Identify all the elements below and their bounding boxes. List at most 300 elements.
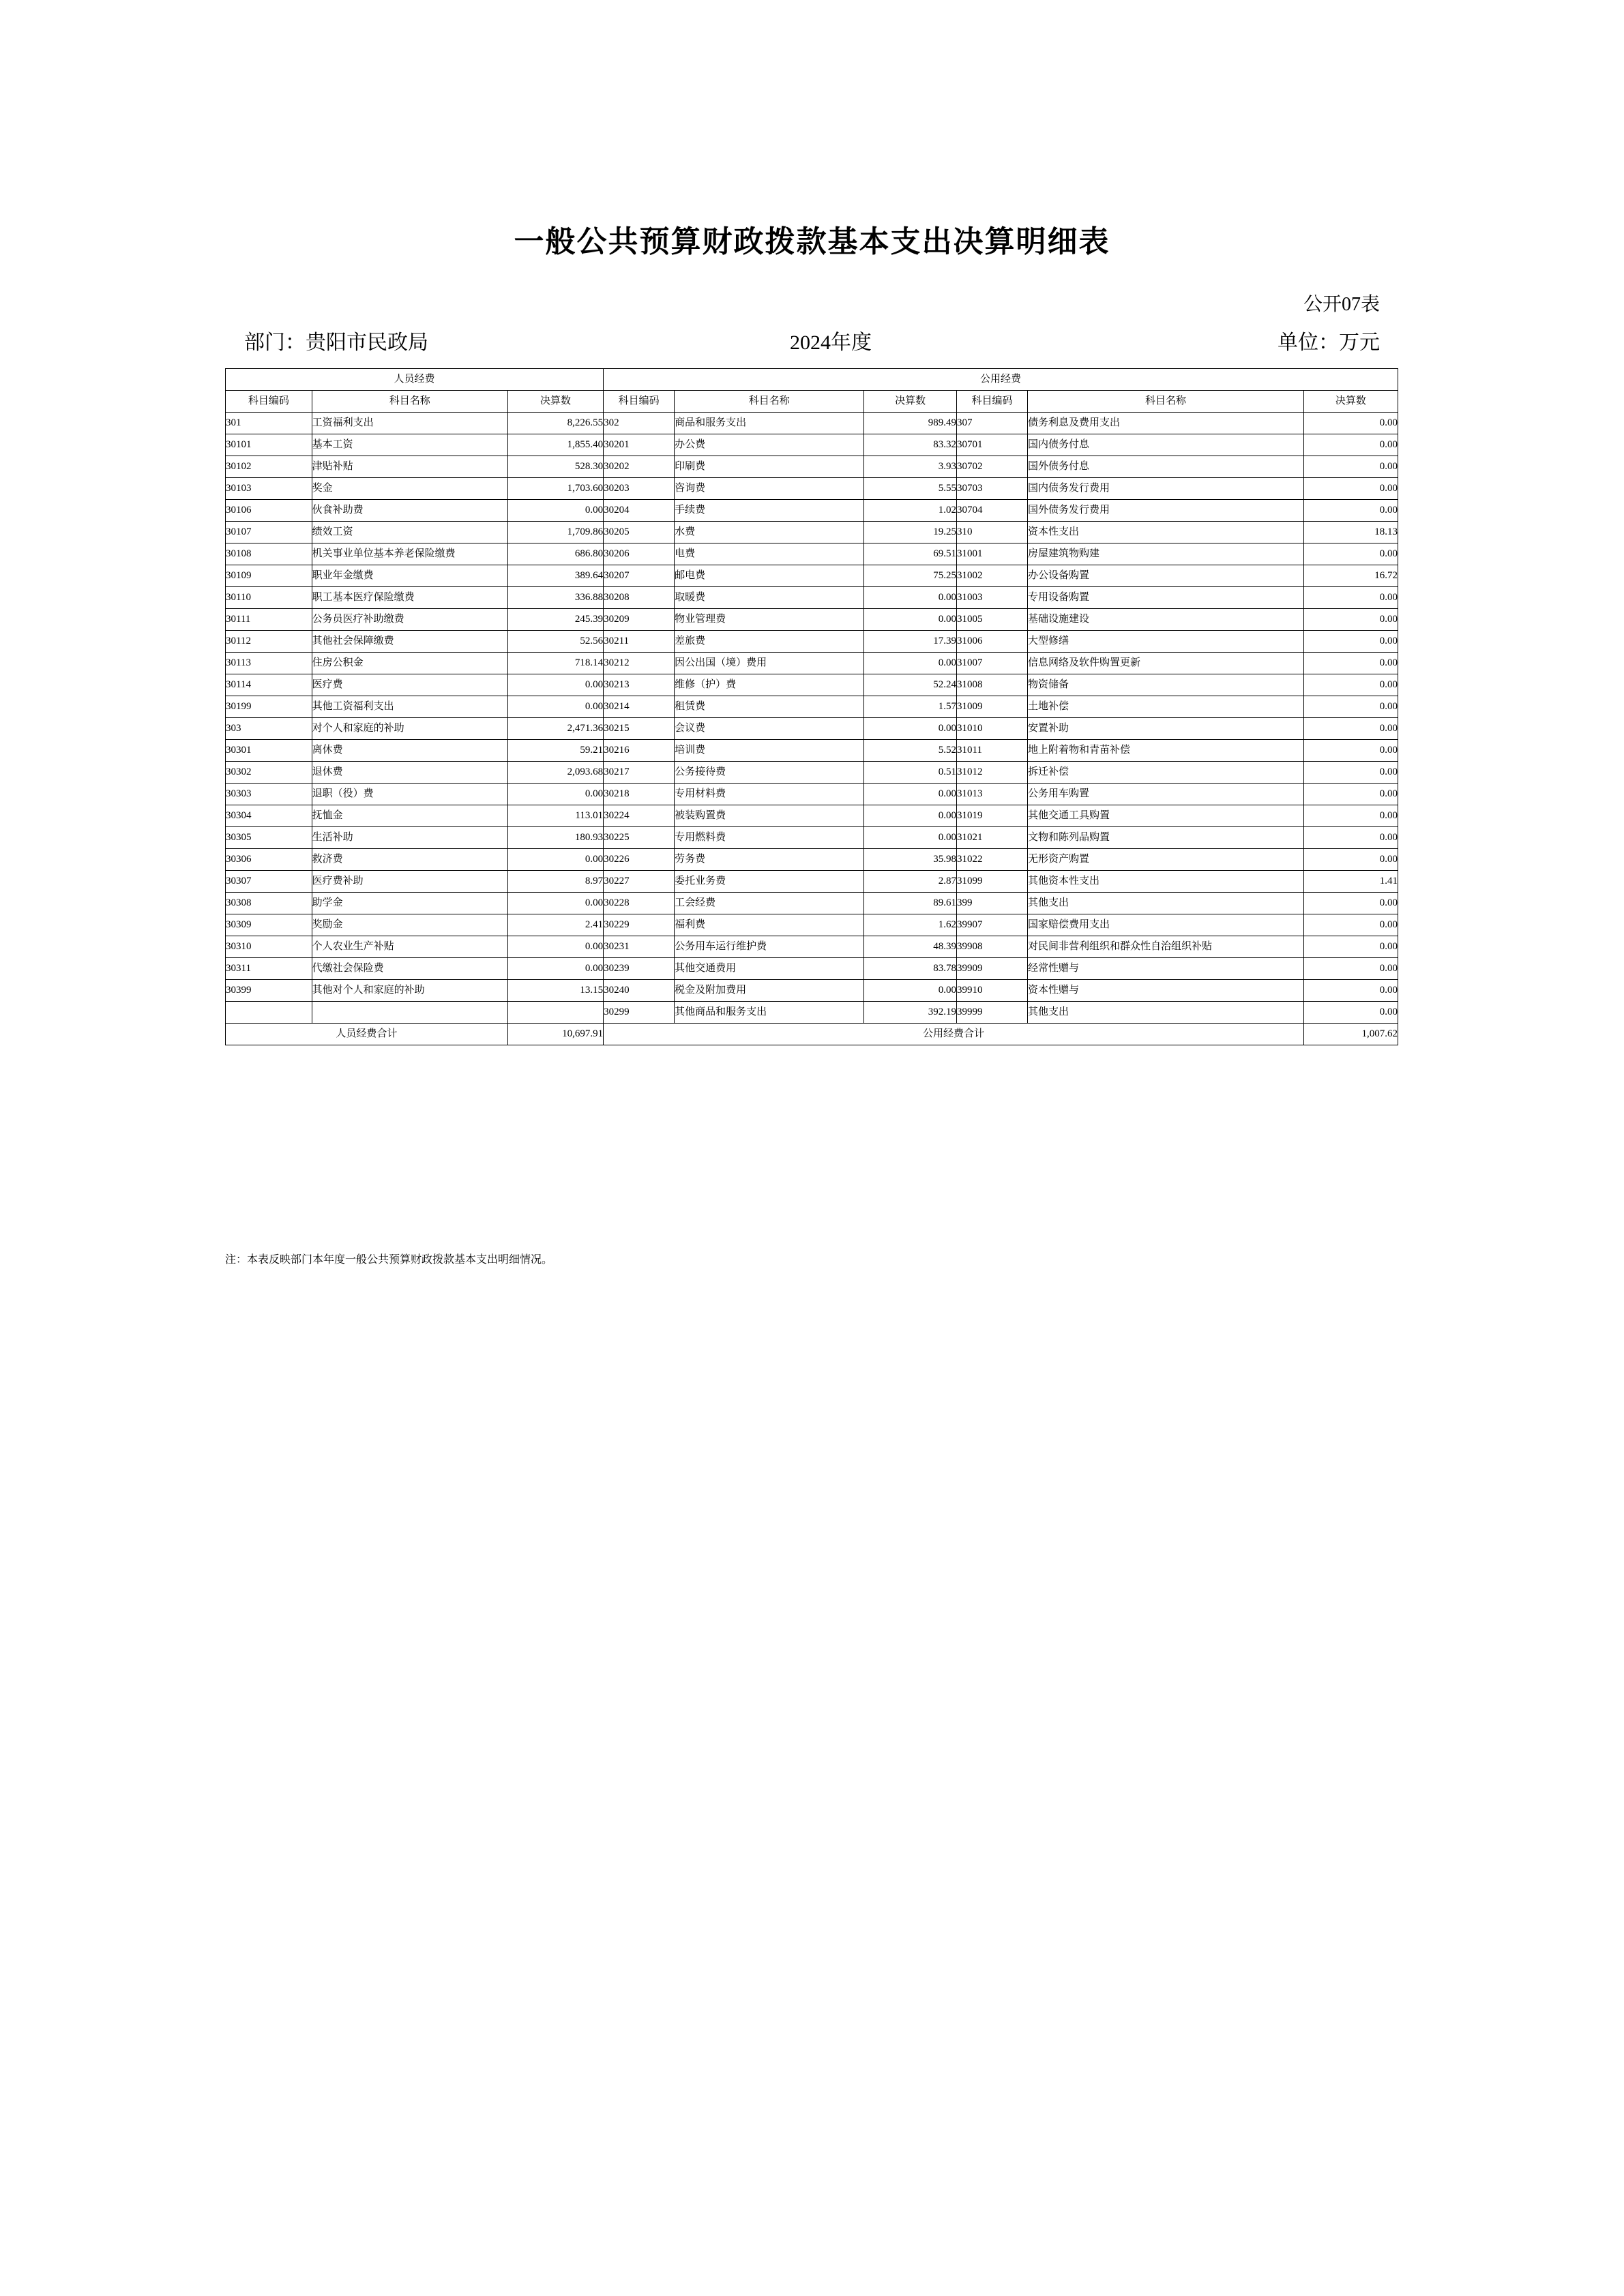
- cell-c-val: 0.00: [1303, 609, 1398, 631]
- cell-a-name: 对个人和家庭的补助: [312, 718, 507, 740]
- cell-c-val: 0.00: [1303, 413, 1398, 434]
- table-row: [226, 980, 1398, 1002]
- cell-b-code: 30214: [604, 696, 675, 718]
- cell-c-code: 39909: [957, 958, 1028, 980]
- cell-a-name: 其他对个人和家庭的补助: [312, 980, 507, 1002]
- cell-c-name: 物资储备: [1028, 674, 1304, 696]
- cell-c-name: 基础设施建设: [1028, 609, 1304, 631]
- cell-c-code: 31007: [957, 653, 1028, 674]
- cell-c-name: 办公设备购置: [1028, 565, 1304, 587]
- cell-a-val: 113.01: [507, 805, 603, 827]
- cell-a-name: 生活补助: [312, 827, 507, 849]
- cell-c-val: 0.00: [1303, 718, 1398, 740]
- cell-c-code: 31013: [957, 784, 1028, 805]
- cell-c-code: 31003: [957, 587, 1028, 609]
- cell-a-code: 30108: [226, 543, 312, 565]
- table-row: [226, 456, 1398, 478]
- cell-a-code: 30305: [226, 827, 312, 849]
- cell-a-val: 718.14: [507, 653, 603, 674]
- cell-a-name: [312, 1002, 507, 1024]
- cell-a-name: 伙食补助费: [312, 500, 507, 522]
- cell-b-val: 89.61: [864, 893, 957, 914]
- cell-c-val: 0.00: [1303, 500, 1398, 522]
- col-header-code-3: 科目编码: [957, 391, 1028, 413]
- cell-c-code: 31008: [957, 674, 1028, 696]
- cell-b-name: 被装购置费: [675, 805, 864, 827]
- cell-a-val: 0.00: [507, 696, 603, 718]
- cell-c-code: 30702: [957, 456, 1028, 478]
- cell-a-val: 0.00: [507, 958, 603, 980]
- cell-b-val: 19.25: [864, 522, 957, 543]
- cell-b-code: 30240: [604, 980, 675, 1002]
- cell-a-code: 30112: [226, 631, 312, 653]
- cell-b-code: 30207: [604, 565, 675, 587]
- cell-c-code: 30704: [957, 500, 1028, 522]
- cell-b-val: 1.62: [864, 914, 957, 936]
- cell-c-val: 0.00: [1303, 784, 1398, 805]
- cell-b-val: 0.00: [864, 587, 957, 609]
- cell-c-name: 资本性赠与: [1028, 980, 1304, 1002]
- cell-c-name: 国内债务发行费用: [1028, 478, 1304, 500]
- cell-c-val: 0.00: [1303, 696, 1398, 718]
- table-row: [226, 871, 1398, 893]
- cell-b-code: 30201: [604, 434, 675, 456]
- table-row: [226, 500, 1398, 522]
- cell-c-code: 399: [957, 893, 1028, 914]
- cell-b-code: 30227: [604, 871, 675, 893]
- cell-a-code: 30309: [226, 914, 312, 936]
- cell-c-code: 31012: [957, 762, 1028, 784]
- cell-c-val: 0.00: [1303, 849, 1398, 871]
- table-row: [226, 893, 1398, 914]
- cell-a-val: 336.88: [507, 587, 603, 609]
- cell-b-name: 租赁费: [675, 696, 864, 718]
- cell-a-name: 医疗费: [312, 674, 507, 696]
- cell-b-val: 5.55: [864, 478, 957, 500]
- cell-b-val: 0.00: [864, 980, 957, 1002]
- cell-c-code: 39907: [957, 914, 1028, 936]
- cell-b-code: 30229: [604, 914, 675, 936]
- cell-c-code: 31006: [957, 631, 1028, 653]
- cell-b-code: 30224: [604, 805, 675, 827]
- cell-a-code: 30310: [226, 936, 312, 958]
- cell-a-name: 抚恤金: [312, 805, 507, 827]
- cell-c-name: 其他支出: [1028, 893, 1304, 914]
- cell-b-name: 税金及附加费用: [675, 980, 864, 1002]
- cell-c-name: 经常性赠与: [1028, 958, 1304, 980]
- cell-b-val: 989.49: [864, 413, 957, 434]
- cell-b-code: 30228: [604, 893, 675, 914]
- table-row: [226, 740, 1398, 762]
- cell-b-val: 75.25: [864, 565, 957, 587]
- cell-b-code: 30209: [604, 609, 675, 631]
- cell-b-val: 3.93: [864, 456, 957, 478]
- cell-c-val: 0.00: [1303, 980, 1398, 1002]
- cell-a-val: 0.00: [507, 893, 603, 914]
- cell-b-val: 1.57: [864, 696, 957, 718]
- cell-b-name: 印刷费: [675, 456, 864, 478]
- cell-b-val: 83.32: [864, 434, 957, 456]
- cell-a-val: 8.97: [507, 871, 603, 893]
- cell-c-name: 其他支出: [1028, 1002, 1304, 1024]
- cell-c-name: 其他资本性支出: [1028, 871, 1304, 893]
- cell-b-val: 0.00: [864, 653, 957, 674]
- cell-b-name: 专用材料费: [675, 784, 864, 805]
- cell-a-code: 30399: [226, 980, 312, 1002]
- table-row: [226, 522, 1398, 543]
- table-row: [226, 849, 1398, 871]
- cell-a-name: 其他社会保障缴费: [312, 631, 507, 653]
- year-label: 2024年度: [790, 331, 872, 354]
- cell-a-val: 180.93: [507, 827, 603, 849]
- cell-b-name: 咨询费: [675, 478, 864, 500]
- cell-b-val: 35.98: [864, 849, 957, 871]
- table-row: [226, 784, 1398, 805]
- cell-a-code: 30301: [226, 740, 312, 762]
- cell-c-code: 31011: [957, 740, 1028, 762]
- cell-a-name: 住房公积金: [312, 653, 507, 674]
- cell-b-name: 物业管理费: [675, 609, 864, 631]
- cell-a-name: 救济费: [312, 849, 507, 871]
- cell-a-val: 8,226.55: [507, 413, 603, 434]
- cell-b-code: 30204: [604, 500, 675, 522]
- cell-a-val: 0.00: [507, 849, 603, 871]
- cell-a-code: [226, 1002, 312, 1024]
- cell-a-name: 津贴补贴: [312, 456, 507, 478]
- cell-a-name: 其他工资福利支出: [312, 696, 507, 718]
- cell-c-name: 地上附着物和青苗补偿: [1028, 740, 1304, 762]
- cell-b-val: 83.78: [864, 958, 957, 980]
- column-header-row: [226, 391, 1398, 413]
- cell-b-code: 30216: [604, 740, 675, 762]
- cell-b-val: 5.52: [864, 740, 957, 762]
- cell-a-code: 301: [226, 413, 312, 434]
- cell-a-val: 2.41: [507, 914, 603, 936]
- col-header-name-2: 科目名称: [675, 391, 864, 413]
- cell-c-val: 0.00: [1303, 805, 1398, 827]
- cell-a-code: 30103: [226, 478, 312, 500]
- cell-a-name: 代缴社会保险费: [312, 958, 507, 980]
- cell-c-name: 专用设备购置: [1028, 587, 1304, 609]
- cell-c-code: 31010: [957, 718, 1028, 740]
- cell-a-val: 2,093.68: [507, 762, 603, 784]
- table-row: [226, 478, 1398, 500]
- cell-b-code: 30218: [604, 784, 675, 805]
- cell-c-val: 0.00: [1303, 653, 1398, 674]
- cell-b-code: 30231: [604, 936, 675, 958]
- cell-c-name: 债务利息及费用支出: [1028, 413, 1304, 434]
- table-row: [226, 762, 1398, 784]
- cell-b-val: 0.00: [864, 784, 957, 805]
- col-header-name-3: 科目名称: [1028, 391, 1304, 413]
- cell-c-code: 39908: [957, 936, 1028, 958]
- cell-b-val: 0.00: [864, 609, 957, 631]
- form-code: 公开07表: [1303, 294, 1380, 315]
- cell-c-name: 国内债务付息: [1028, 434, 1304, 456]
- cell-a-code: 303: [226, 718, 312, 740]
- cell-b-name: 公务用车运行维护费: [675, 936, 864, 958]
- cell-b-val: 0.51: [864, 762, 957, 784]
- table-row: [226, 936, 1398, 958]
- cell-b-name: 福利费: [675, 914, 864, 936]
- cell-a-val: 0.00: [507, 784, 603, 805]
- cell-a-name: 医疗费补助: [312, 871, 507, 893]
- cell-b-name: 劳务费: [675, 849, 864, 871]
- cell-b-code: 30217: [604, 762, 675, 784]
- cell-a-name: 助学金: [312, 893, 507, 914]
- cell-b-val: 52.24: [864, 674, 957, 696]
- table-row: [226, 609, 1398, 631]
- table-row: [226, 565, 1398, 587]
- cell-b-val: 0.00: [864, 805, 957, 827]
- cell-b-val: 2.87: [864, 871, 957, 893]
- cell-b-name: 水费: [675, 522, 864, 543]
- cell-c-val: 18.13: [1303, 522, 1398, 543]
- table-row: [226, 587, 1398, 609]
- cell-a-val: 1,855.40: [507, 434, 603, 456]
- cell-a-code: 30106: [226, 500, 312, 522]
- cell-b-code: 30205: [604, 522, 675, 543]
- col-header-code-1: 科目编码: [226, 391, 312, 413]
- table-row: [226, 696, 1398, 718]
- cell-c-name: 拆迁补偿: [1028, 762, 1304, 784]
- cell-c-name: 大型修缮: [1028, 631, 1304, 653]
- cell-a-name: 个人农业生产补贴: [312, 936, 507, 958]
- cell-c-code: 310: [957, 522, 1028, 543]
- cell-c-code: 30701: [957, 434, 1028, 456]
- table-row: [226, 434, 1398, 456]
- table-row: [226, 543, 1398, 565]
- cell-b-val: 17.39: [864, 631, 957, 653]
- cell-a-code: 30311: [226, 958, 312, 980]
- cell-c-val: 0.00: [1303, 674, 1398, 696]
- cell-c-code: 31002: [957, 565, 1028, 587]
- cell-b-code: 30213: [604, 674, 675, 696]
- cell-a-name: 离休费: [312, 740, 507, 762]
- cell-b-code: 30212: [604, 653, 675, 674]
- cell-c-val: 0.00: [1303, 893, 1398, 914]
- cell-c-val: 0.00: [1303, 740, 1398, 762]
- cell-c-name: 国外债务付息: [1028, 456, 1304, 478]
- cell-c-val: 16.72: [1303, 565, 1398, 587]
- cell-b-name: 因公出国（境）费用: [675, 653, 864, 674]
- cell-b-val: 69.51: [864, 543, 957, 565]
- cell-b-code: 302: [604, 413, 675, 434]
- cell-b-name: 取暖费: [675, 587, 864, 609]
- cell-c-val: 0.00: [1303, 631, 1398, 653]
- cell-a-val: 1,703.60: [507, 478, 603, 500]
- cell-a-code: 30308: [226, 893, 312, 914]
- budget-table: [225, 368, 1398, 1045]
- cell-c-name: 无形资产购置: [1028, 849, 1304, 871]
- cell-a-code: 30111: [226, 609, 312, 631]
- cell-a-name: 奖金: [312, 478, 507, 500]
- cell-c-name: 国外债务发行费用: [1028, 500, 1304, 522]
- cell-a-name: 退休费: [312, 762, 507, 784]
- cell-a-code: 30114: [226, 674, 312, 696]
- table-row: [226, 631, 1398, 653]
- cell-b-name: 委托业务费: [675, 871, 864, 893]
- cell-c-name: 公务用车购置: [1028, 784, 1304, 805]
- cell-c-val: 0.00: [1303, 434, 1398, 456]
- cell-b-name: 其他商品和服务支出: [675, 1002, 864, 1024]
- cell-b-code: 30225: [604, 827, 675, 849]
- cell-b-val: 48.39: [864, 936, 957, 958]
- cell-c-code: 39910: [957, 980, 1028, 1002]
- cell-a-val: 686.80: [507, 543, 603, 565]
- cell-b-val: 0.00: [864, 718, 957, 740]
- cell-b-name: 商品和服务支出: [675, 413, 864, 434]
- cell-b-val: 392.19: [864, 1002, 957, 1024]
- cell-c-name: 资本性支出: [1028, 522, 1304, 543]
- cell-c-code: 31019: [957, 805, 1028, 827]
- cell-c-code: 31009: [957, 696, 1028, 718]
- cell-c-code: 307: [957, 413, 1028, 434]
- table-row: [226, 674, 1398, 696]
- cell-c-code: 31005: [957, 609, 1028, 631]
- cell-b-code: 30299: [604, 1002, 675, 1024]
- cell-a-name: 职业年金缴费: [312, 565, 507, 587]
- cell-c-name: 国家赔偿费用支出: [1028, 914, 1304, 936]
- cell-a-val: 528.30: [507, 456, 603, 478]
- cell-a-name: 基本工资: [312, 434, 507, 456]
- cell-a-code: 30303: [226, 784, 312, 805]
- cell-b-name: 培训费: [675, 740, 864, 762]
- cell-a-name: 绩效工资: [312, 522, 507, 543]
- cell-c-val: 0.00: [1303, 762, 1398, 784]
- meta-row: [244, 326, 1380, 355]
- page-title: 一般公共预算财政拨款基本支出决算明细表: [514, 225, 1110, 258]
- cell-c-name: 房屋建筑物购建: [1028, 543, 1304, 565]
- cell-c-name: 信息网络及软件购置更新: [1028, 653, 1304, 674]
- cell-b-code: 30211: [604, 631, 675, 653]
- cell-c-val: 0.00: [1303, 914, 1398, 936]
- group-header-public: 公用经费: [604, 369, 1398, 391]
- cell-b-code: 30202: [604, 456, 675, 478]
- cell-a-code: 30109: [226, 565, 312, 587]
- cell-a-code: 30306: [226, 849, 312, 871]
- department-label: 部门：贵阳市民政局: [244, 331, 428, 354]
- cell-b-name: 电费: [675, 543, 864, 565]
- personnel-total-value: 10,697.91: [507, 1024, 603, 1045]
- unit-label: 单位：万元: [1278, 331, 1380, 354]
- table-note: 注：本表反映部门本年度一般公共预算财政拨款基本支出明细情况。: [225, 1254, 553, 1266]
- cell-c-code: 31021: [957, 827, 1028, 849]
- col-header-amount-3: 决算数: [1303, 391, 1398, 413]
- cell-a-val: 2,471.36: [507, 718, 603, 740]
- cell-c-val: 0.00: [1303, 543, 1398, 565]
- table-row: [226, 653, 1398, 674]
- totals-row: [226, 1024, 1398, 1045]
- cell-c-code: 31099: [957, 871, 1028, 893]
- cell-a-code: 30102: [226, 456, 312, 478]
- cell-a-val: 0.00: [507, 500, 603, 522]
- cell-c-name: 对民间非营利组织和群众性自治组织补贴: [1028, 936, 1304, 958]
- cell-a-code: 30302: [226, 762, 312, 784]
- cell-c-name: 文物和陈列品购置: [1028, 827, 1304, 849]
- table-row: [226, 1002, 1398, 1024]
- cell-b-code: 30226: [604, 849, 675, 871]
- cell-a-code: 30304: [226, 805, 312, 827]
- cell-c-val: 1.41: [1303, 871, 1398, 893]
- public-total-label: 公用经费合计: [604, 1024, 1304, 1045]
- cell-b-name: 工会经费: [675, 893, 864, 914]
- group-header-row: [226, 369, 1398, 391]
- cell-a-name: 工资福利支出: [312, 413, 507, 434]
- cell-b-name: 维修（护）费: [675, 674, 864, 696]
- cell-a-code: 30113: [226, 653, 312, 674]
- cell-b-code: 30206: [604, 543, 675, 565]
- cell-c-val: 0.00: [1303, 1002, 1398, 1024]
- table-row: [226, 805, 1398, 827]
- cell-c-code: 31001: [957, 543, 1028, 565]
- col-header-amount-1: 决算数: [507, 391, 603, 413]
- cell-a-code: 30107: [226, 522, 312, 543]
- table-row: [226, 914, 1398, 936]
- cell-b-code: 30208: [604, 587, 675, 609]
- cell-c-val: 0.00: [1303, 478, 1398, 500]
- cell-c-name: 其他交通工具购置: [1028, 805, 1304, 827]
- cell-a-val: 0.00: [507, 936, 603, 958]
- cell-a-name: 职工基本医疗保险缴费: [312, 587, 507, 609]
- cell-b-name: 会议费: [675, 718, 864, 740]
- col-header-name-1: 科目名称: [312, 391, 507, 413]
- cell-a-code: 30307: [226, 871, 312, 893]
- cell-a-val: 59.21: [507, 740, 603, 762]
- table-row: [226, 958, 1398, 980]
- cell-b-name: 其他交通费用: [675, 958, 864, 980]
- cell-c-val: 0.00: [1303, 456, 1398, 478]
- cell-a-name: 机关事业单位基本养老保险缴费: [312, 543, 507, 565]
- cell-c-name: 安置补助: [1028, 718, 1304, 740]
- group-header-personnel: 人员经费: [226, 369, 604, 391]
- cell-a-code: 30110: [226, 587, 312, 609]
- cell-b-name: 办公费: [675, 434, 864, 456]
- cell-a-val: 389.64: [507, 565, 603, 587]
- cell-c-code: 39999: [957, 1002, 1028, 1024]
- table-row: [226, 718, 1398, 740]
- cell-c-code: 31022: [957, 849, 1028, 871]
- cell-a-val: 0.00: [507, 674, 603, 696]
- cell-b-val: 1.02: [864, 500, 957, 522]
- cell-c-name: 土地补偿: [1028, 696, 1304, 718]
- cell-c-val: 0.00: [1303, 587, 1398, 609]
- cell-a-val: 245.39: [507, 609, 603, 631]
- personnel-total-label: 人员经费合计: [226, 1024, 508, 1045]
- col-header-code-2: 科目编码: [604, 391, 675, 413]
- cell-a-name: 退职（役）费: [312, 784, 507, 805]
- public-total-value: 1,007.62: [1303, 1024, 1398, 1045]
- cell-a-val: 13.15: [507, 980, 603, 1002]
- cell-b-code: 30215: [604, 718, 675, 740]
- cell-b-name: 公务接待费: [675, 762, 864, 784]
- cell-b-name: 专用燃料费: [675, 827, 864, 849]
- cell-b-val: 0.00: [864, 827, 957, 849]
- cell-c-val: 0.00: [1303, 936, 1398, 958]
- table-row: [226, 827, 1398, 849]
- cell-b-name: 手续费: [675, 500, 864, 522]
- cell-b-name: 差旅费: [675, 631, 864, 653]
- cell-a-name: 公务员医疗补助缴费: [312, 609, 507, 631]
- cell-b-code: 30239: [604, 958, 675, 980]
- cell-a-name: 奖励金: [312, 914, 507, 936]
- cell-b-name: 邮电费: [675, 565, 864, 587]
- col-header-amount-2: 决算数: [864, 391, 957, 413]
- cell-a-code: 30101: [226, 434, 312, 456]
- cell-c-code: 30703: [957, 478, 1028, 500]
- cell-a-val: [507, 1002, 603, 1024]
- cell-a-code: 30199: [226, 696, 312, 718]
